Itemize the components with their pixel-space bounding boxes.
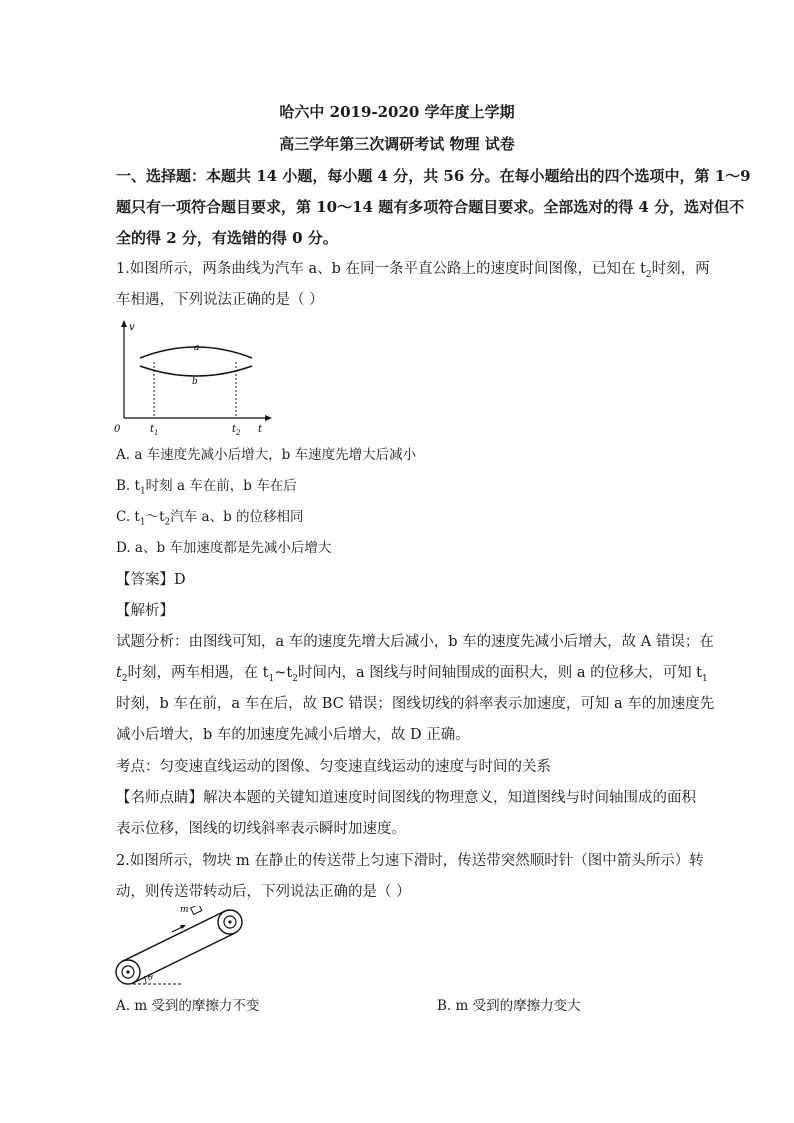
section-intro-line-1: 一、选择题：本题共 14 小题，每小题 4 分，共 56 分。在每小题给出的四个选项中，第 1～9 [116,167,751,185]
exam-paper-title: 高三学年第三次调研考试 物理 试卷 [279,135,515,153]
q1-option-a: A. a 车速度先减小后增大，b 车速度先增大后减小 [116,447,417,463]
conveyor-belt-figure [112,906,262,992]
q1-option-b: B. $t_1$时刻 a 车在前，b 车在后 [116,478,297,497]
t1-label: $t_1$ [150,424,159,437]
q1-stem-line-2: 车相遇，下列说法正确的是（ ） [116,292,324,308]
q2-option-a: A. m 受到的摩擦力不变 [116,998,260,1014]
v-axis-label: v [129,322,135,333]
angle-label: θ [148,973,153,982]
q1-answer: 【答案】D [116,572,186,588]
q2-stem-line-1: 2.如图所示，物块 m 在静止的传送带上匀速下滑时，传送带突然顺时针（图中箭头所示）转 [116,853,704,869]
curve-b [140,366,252,376]
upper-pulley-axle [228,920,231,923]
q2-stem-line-2: 动，则传送带转动后，下列说法正确的是（ ） [116,884,411,900]
t-axis-label: t [258,424,263,435]
q1-analysis-line-2: $t_2$时刻，两车相遇，在 $t_1\sim t_2$时间内，a 图线与时间轴围成的面积大，则 a 的位移大，可知 $t_1$ [116,665,708,684]
lower-pulley-axle [126,970,129,973]
curve-b-label: b [192,377,198,387]
q1-stem-line-1: 1.如图所示，两条曲线为汽车 a、b 在同一条平直公路上的速度时间图像，已知在 $t_2$时刻，两 [116,261,710,280]
block-m [191,906,202,914]
q1-option-c: C. $t_1\sim t_2$汽车 a、b 的位移相同 [116,509,304,528]
q1-option-d: D. a、b 车加速度都是先减小后增大 [116,540,332,556]
q2-option-b: B. m 受到的摩擦力变大 [437,998,581,1014]
q1-analysis-line-3: 时刻，b 车在前，a 车在后，故 BC 错误；图线切线的斜率表示加速度，可知 a 车的加速度先 [116,696,715,712]
q1-tip-line-2: 表示位移，图线的切线斜率表示瞬时加速度。 [116,821,406,837]
v-axis-arrow [121,320,127,327]
mass-label: m [180,906,189,915]
exam-school-title: 哈六中 2019-2020 学年度上学期 [279,103,515,121]
curve-a-label: a [194,343,200,353]
t2-label: $t_2$ [232,424,241,437]
section-intro-line-2: 题只有一项符合题目要求，第 10～14 题有多项符合题目要求。全部选对的得 4 分，选对但不 [116,198,745,216]
section-intro-line-3: 全的得 2 分，有选错的得 0 分。 [116,229,338,247]
q1-analysis-heading: 【解析】 [116,603,174,619]
q1-tip-line-1: 【名师点睛】解决本题的关键知道速度时间图线的物理意义，知道图线与时间轴围成的面积 [116,790,696,806]
t-axis-arrow [265,415,272,421]
q1-analysis-line-4: 减小后增大，b 车的加速度先减小后增大，故 D 正确。 [116,727,470,743]
velocity-time-graph [112,318,282,438]
origin-label: 0 [114,424,121,435]
belt-top [123,911,225,961]
q1-analysis-line-1: 试题分析：由图线可知，a 车的速度先增大后减小，b 车的速度先减小后增大，故 A 错误；在 [116,634,714,650]
q1-kaodian: 考点：匀变速直线运动的图像、匀变速直线运动的速度与时间的关系 [116,759,551,775]
